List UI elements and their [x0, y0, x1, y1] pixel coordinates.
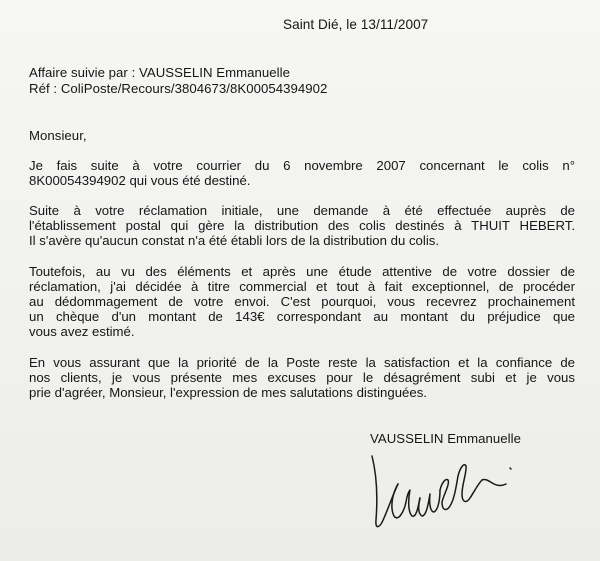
- place-date: Saint Dié, le 13/11/2007: [283, 17, 429, 32]
- paragraph-line: au dédommagement de votre envoi. C'est pourquoi, vous recevrez prochainement: [29, 294, 575, 309]
- paragraph-line: prie d'agréer, Monsieur, l'expression de mes salutations distinguées.: [29, 385, 427, 400]
- paragraph-3: [29, 264, 575, 339]
- paragraph-line: réclamation, j'ai décidée à titre commercial et tout à fait exceptionnel, de procéder: [29, 279, 575, 294]
- paragraph-line: un chèque d'un montant de 143€ correspondant au montant du préjudice que: [29, 309, 575, 324]
- reference-line: Réf : ColiPoste/Recours/3804673/8K00054394902: [29, 81, 328, 96]
- paragraph-2: [29, 203, 575, 248]
- signatory-name: VAUSSELIN Emmanuelle: [370, 431, 522, 446]
- paragraph-line: l'établissement postal qui gère la distribution des colis destinés à THUIT HEBERT.: [29, 218, 575, 233]
- salutation: Monsieur,: [29, 128, 87, 143]
- paragraph-line: Je fais suite à votre courrier du 6 novembre 2007 concernant le colis n°: [29, 158, 575, 173]
- paragraph-4: [29, 355, 575, 400]
- paragraph-line: Suite à votre réclamation initiale, une demande à été effectuée auprès de: [29, 203, 575, 218]
- handwritten-signature-icon: [360, 432, 520, 542]
- paragraph-1: [29, 158, 575, 188]
- paragraph-line: Toutefois, au vu des éléments et après une étude attentive de votre dossier de: [29, 264, 575, 279]
- paragraph-line: vous avez estimé.: [29, 324, 135, 339]
- paragraph-line: nos clients, je vous présente mes excuses pour le désagrément subi et je vous: [29, 370, 575, 385]
- paragraph-line: En vous assurant que la priorité de la Poste reste la satisfaction et la confiance de: [29, 355, 575, 370]
- paragraph-line: Il s'avère qu'aucun constat n'a été établi lors de la distribution du colis.: [29, 233, 440, 248]
- followed-by-line: Affaire suivie par : VAUSSELIN Emmanuelle: [29, 65, 291, 80]
- paragraph-line: 8K00054394902 qui vous été destiné.: [29, 173, 251, 188]
